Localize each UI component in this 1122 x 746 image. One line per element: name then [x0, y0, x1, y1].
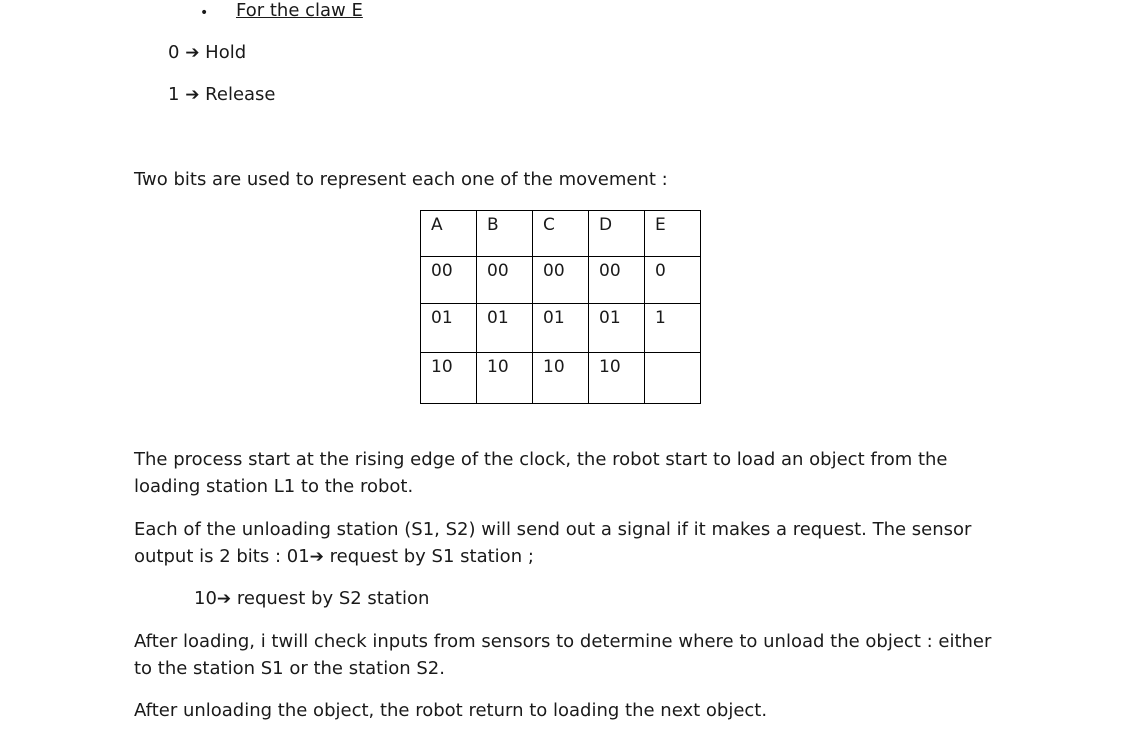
table-header-cell: C: [533, 211, 589, 257]
intro-text: Two bits are used to represent each one of the movement :: [134, 169, 668, 190]
unloading-paragraph: [134, 516, 1014, 571]
claw-item-hold: [168, 42, 246, 64]
table-header-cell: D: [589, 211, 645, 257]
table-header-cell: B: [477, 211, 533, 257]
table-cell: 0: [645, 257, 701, 304]
right-arrow-icon: ➔: [309, 547, 324, 567]
table-cell: 00: [533, 257, 589, 304]
after-loading-paragraph: After loading, i twill check inputs from sensors to determine where to unload the object : either to the station S1 or the station S2.: [134, 631, 992, 679]
unloading-text: Each of the unloading station (S1, S2) will send out a signal if it makes a request. The sensor output is 2 bits : 01: [134, 519, 972, 567]
table-cell: 10: [589, 353, 645, 404]
unloading-s1-text: request by S1 station ;: [323, 546, 534, 567]
process-paragraph: The process start at the rising edge of the clock, the robot start to load an object from the loading station L1 to the robot.: [134, 449, 948, 497]
table-cell: 10: [421, 353, 477, 404]
table-cell: 01: [589, 304, 645, 353]
claw-label: Hold: [205, 42, 247, 63]
s2-request-line: [194, 588, 429, 610]
table-row: [421, 304, 701, 353]
right-arrow-icon: ➔: [185, 43, 200, 63]
right-arrow-icon: ➔: [216, 589, 232, 609]
table-cell: 00: [421, 257, 477, 304]
s2-code: 10: [194, 588, 217, 609]
table-header-cell: A: [421, 211, 477, 257]
table-cell: 1: [645, 304, 701, 353]
table-cell: [645, 353, 701, 404]
table-cell: 01: [477, 304, 533, 353]
claw-heading: For the claw E: [236, 0, 363, 21]
table-cell: 01: [533, 304, 589, 353]
table-header-row: [421, 211, 701, 257]
table-cell: 00: [477, 257, 533, 304]
claw-item-release: [168, 84, 276, 106]
table-header-cell: E: [645, 211, 701, 257]
table-cell: 01: [421, 304, 477, 353]
table-row: [421, 257, 701, 304]
claw-code: 1: [168, 84, 180, 105]
table-row: [421, 353, 701, 404]
after-unloading-paragraph: After unloading the object, the robot return to loading the next object.: [134, 700, 768, 721]
list-bullet: •: [200, 5, 209, 21]
table-cell: 10: [533, 353, 589, 404]
claw-label: Release: [205, 84, 276, 105]
s2-text: request by S2 station: [231, 588, 430, 609]
claw-code: 0: [168, 42, 180, 63]
bits-table: [420, 210, 701, 404]
table-cell: 00: [589, 257, 645, 304]
table-cell: 10: [477, 353, 533, 404]
right-arrow-icon: ➔: [185, 85, 200, 105]
